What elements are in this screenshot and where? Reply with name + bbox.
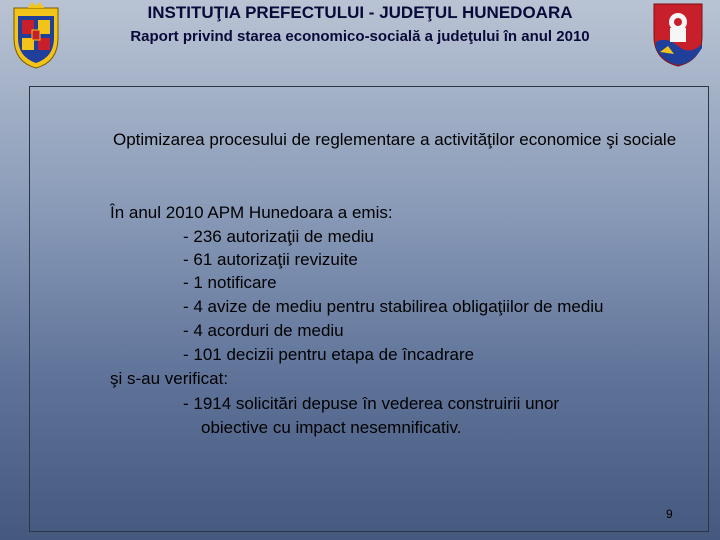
report-title: Raport privind starea economico-socială a judeţului în anul 2010	[130, 28, 590, 45]
list-item: - 1914 solicitări depuse în vederea construirii unor	[183, 394, 560, 413]
content-panel	[29, 86, 709, 532]
hunedoara-coat-of-arms-icon	[652, 2, 704, 68]
slide-heading: Optimizarea procesului de reglementare a activităţilor economice şi sociale	[113, 130, 677, 149]
list-item: - 101 decizii pentru etapa de încadrare	[183, 345, 475, 364]
verified-intro-text: şi s-au verificat:	[110, 369, 229, 388]
list-item-continuation: obiective cu impact nesemnificativ.	[201, 418, 462, 437]
page-number: 9	[666, 507, 673, 521]
intro-text: În anul 2010 APM Hunedoara a emis:	[110, 203, 393, 222]
slide-header	[0, 0, 720, 82]
list-item: - 4 acorduri de mediu	[183, 321, 344, 340]
list-item: - 61 autorizaţii revizuite	[183, 250, 358, 269]
romania-coat-of-arms-icon	[8, 2, 64, 70]
list-item: - 236 autorizaţii de mediu	[183, 227, 374, 246]
institution-title: INSTITUŢIA PREFECTULUI - JUDEŢUL HUNEDOARA	[147, 3, 573, 22]
list-item: - 1 notificare	[183, 273, 277, 292]
list-item: - 4 avize de mediu pentru stabilirea obligaţiilor de mediu	[183, 297, 604, 316]
